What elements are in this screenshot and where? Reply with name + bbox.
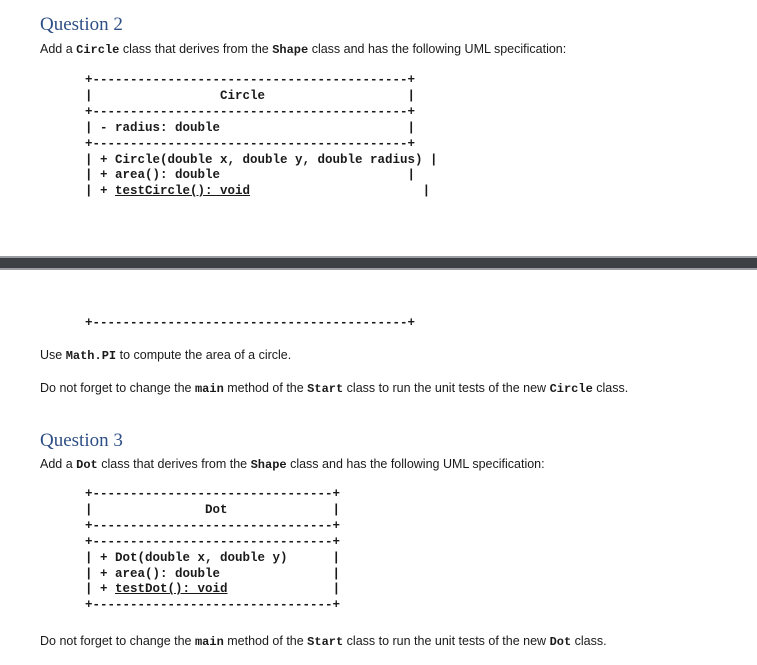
uml-static-method: testCircle(): void	[115, 184, 251, 199]
uml-field: | - radius: double |	[85, 120, 416, 135]
uml-method-prefix: | +	[85, 582, 116, 597]
intro-text: Add a	[40, 42, 77, 56]
note-text: Use	[40, 348, 66, 362]
uml-border: +------------------------------------------+	[85, 136, 416, 151]
intro-text: class that derives from the	[119, 42, 273, 56]
intro-text: class and has the following UML specification:	[286, 457, 545, 471]
uml-method: | + area(): double |	[85, 566, 341, 581]
circle-class-code: Circle	[549, 382, 593, 396]
uml-method: | + area(): double |	[85, 168, 416, 183]
math-pi-note	[40, 348, 291, 363]
uml-method: | + Dot(double x, double y) |	[85, 550, 341, 565]
base-class-code: Shape	[250, 458, 287, 472]
uml-method-prefix: | +	[85, 184, 116, 199]
question-3-title: Question 3	[40, 430, 123, 451]
dot-class-code: Dot	[549, 635, 572, 649]
uml-method: | + Circle(double x, double y, double radius) |	[85, 152, 438, 167]
note-text: method of the	[223, 381, 308, 395]
uml-border: +------------------------------------------+	[85, 73, 416, 87]
question-3-intro	[40, 457, 545, 472]
intro-text: Add a	[40, 457, 77, 471]
question-2-main-note	[40, 381, 628, 396]
question-2-title: Question 2	[40, 14, 123, 35]
question-2-intro	[40, 42, 566, 57]
note-text: Do not forget to change the	[40, 381, 195, 395]
uml-static-method: testDot(): void	[115, 582, 228, 597]
math-pi-code: Math.PI	[65, 349, 117, 363]
uml-method	[85, 184, 438, 200]
uml-border: +--------------------------------+	[85, 518, 341, 533]
uml-class-name: | Circle |	[85, 88, 416, 103]
page-divider-edge	[0, 268, 757, 270]
intro-text: class that derives from the	[97, 457, 251, 471]
uml-border: +--------------------------------+	[85, 534, 341, 549]
main-method-code: main	[194, 635, 224, 649]
start-class-code: Start	[307, 382, 344, 396]
uml-method-suffix: |	[227, 582, 341, 597]
question-3-main-note	[40, 634, 607, 649]
uml-border: +--------------------------------+	[85, 598, 341, 613]
uml-method	[85, 582, 340, 598]
note-text: class.	[592, 381, 629, 395]
base-class-code: Shape	[272, 43, 309, 57]
uml-border: +--------------------------------+	[85, 487, 341, 501]
note-text: class to run the unit tests of the new	[343, 381, 550, 395]
uml-method-suffix: |	[250, 184, 431, 199]
note-text: method of the	[223, 634, 308, 648]
uml-border-continued: +------------------------------------------+	[85, 316, 416, 330]
note-text: to compute the area of a circle.	[116, 348, 292, 362]
uml-border: +------------------------------------------+	[85, 104, 416, 119]
class-name-code: Dot	[76, 458, 98, 472]
start-class-code: Start	[307, 635, 344, 649]
main-method-code: main	[194, 382, 224, 396]
note-text: Do not forget to change the	[40, 634, 195, 648]
page-divider	[0, 258, 757, 268]
uml-class-name: | Dot |	[85, 502, 341, 517]
circle-uml-diagram	[85, 73, 438, 200]
intro-text: class and has the following UML specification:	[308, 42, 567, 56]
class-name-code: Circle	[76, 43, 120, 57]
note-text: class to run the unit tests of the new	[343, 634, 550, 648]
dot-uml-diagram	[85, 487, 340, 614]
note-text: class.	[571, 634, 607, 648]
